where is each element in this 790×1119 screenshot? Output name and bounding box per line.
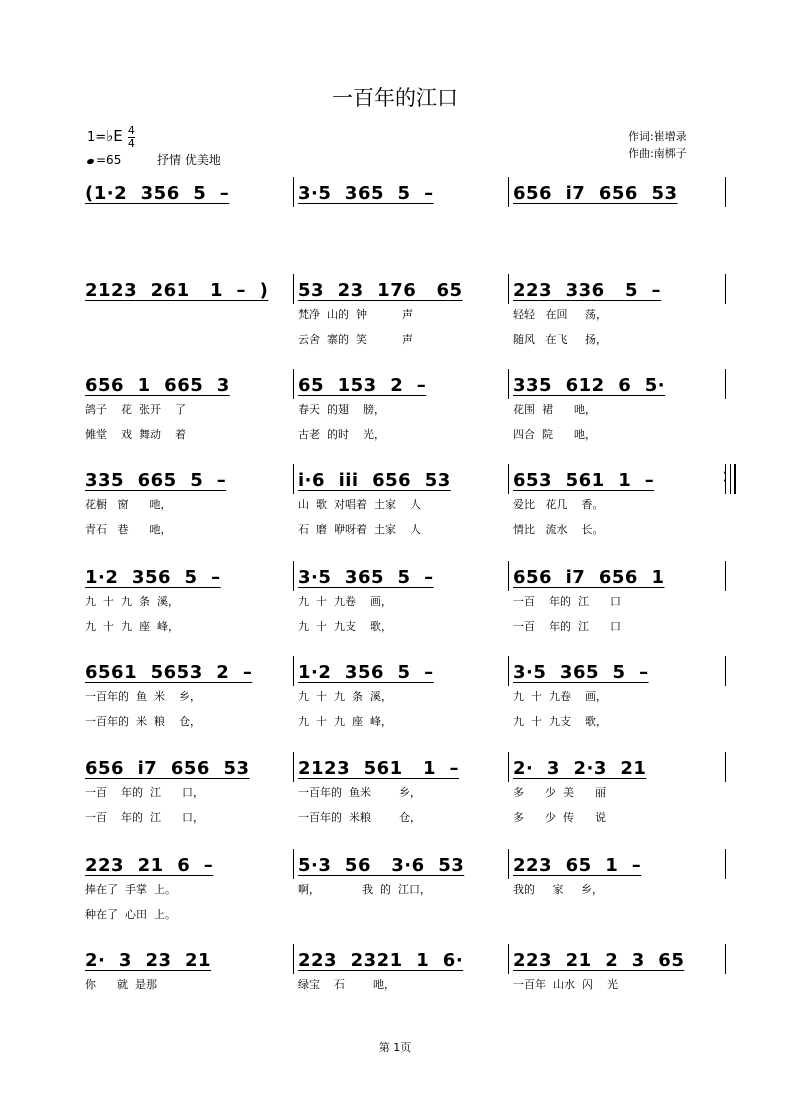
lyric-verse-1: 一百年 山水 闪 光 — [513, 978, 618, 991]
lyric-verse-1: 梵净 山的 钟 声 — [298, 308, 413, 321]
lyric-verse-1: 九 十 九卷 画， — [513, 690, 607, 703]
bar-line — [508, 752, 509, 782]
tempo-marking — [87, 153, 121, 167]
jianpu-notes: 3·5 365 5 – — [298, 183, 434, 204]
lyric-verse-2: 九 十 九支 歌， — [298, 620, 392, 633]
lyric-verse-1: 爱比 花几 香。 — [513, 498, 604, 511]
measure — [513, 855, 713, 945]
bar-line — [293, 944, 294, 974]
lyric-verse-1: 九 十 九 条 溪， — [298, 690, 392, 703]
lyric-verse-1: 花围 裙 吔， — [513, 403, 596, 416]
composer-credit: 作曲:南梆子 — [628, 147, 687, 160]
jianpu-notes: 656 i7 656 53 — [85, 758, 250, 779]
time-numerator: 4 — [127, 124, 135, 137]
measure — [298, 662, 498, 752]
measure — [85, 662, 285, 752]
lyric-verse-2: 一百 年的 江 口 — [513, 620, 621, 633]
jianpu-notes: 3·5 365 5 – — [513, 662, 649, 683]
jianpu-notes: 223 21 2 3 65 — [513, 950, 685, 971]
lyric-verse-1: 一百年的 鱼米 乡， — [298, 786, 421, 799]
quarter-note-icon — [86, 158, 94, 165]
measure — [513, 662, 713, 752]
lyric-verse-1: 花橱 窗 吔， — [85, 498, 172, 511]
lyricist-credit: 作词:崔增录 — [628, 130, 687, 143]
bar-line — [725, 369, 726, 399]
measure — [513, 567, 713, 657]
lyric-verse-1: 轻轻 在回 荡， — [513, 308, 607, 321]
measure — [513, 375, 713, 465]
bar-line — [508, 464, 509, 494]
measure — [513, 183, 713, 273]
lyric-verse-2: 随风 在飞 扬， — [513, 333, 607, 346]
lyric-verse-1: 多 少 美 丽 — [513, 786, 606, 799]
lyric-verse-2: 一百年的 米 粮 仓， — [85, 715, 201, 728]
jianpu-notes: i·6 iii 656 53 — [298, 470, 451, 491]
measure — [298, 567, 498, 657]
bar-line — [508, 944, 509, 974]
lyric-verse-2: 石 磨 咿呀着 土家 人 — [298, 523, 421, 536]
lyric-verse-1: 你 就 是那 — [85, 978, 157, 991]
lyric-verse-1: 捧在了 手掌 上。 — [85, 883, 176, 896]
expression-marking: 抒情 优美地 — [157, 153, 221, 167]
jianpu-notes: 335 612 6 5· — [513, 375, 666, 396]
jianpu-notes: 223 21 6 – — [85, 855, 214, 876]
measure — [298, 470, 498, 560]
measure — [513, 758, 713, 848]
measure — [513, 470, 713, 560]
measure — [513, 280, 713, 370]
measure — [513, 950, 713, 1040]
jianpu-notes: 6561 5653 2 – — [85, 662, 253, 683]
jianpu-notes: 2123 261 1 – ) — [85, 280, 269, 301]
bar-line — [725, 561, 726, 591]
lyric-verse-2: 多 少 传 说 — [513, 811, 606, 824]
bar-line — [725, 274, 726, 304]
jianpu-notes: 5·3 56 3·6 53 — [298, 855, 465, 876]
measure — [85, 950, 285, 1040]
lyric-verse-1: 鸽子 花 张开 了 — [85, 403, 186, 416]
lyric-verse-1: 啊， 我 的 江口， — [298, 883, 431, 896]
measure — [85, 470, 285, 560]
measure — [298, 950, 498, 1040]
measure — [85, 758, 285, 848]
time-denominator: 4 — [127, 137, 135, 150]
bar-line — [725, 752, 726, 782]
bar-line — [725, 177, 726, 207]
lyric-verse-1: 一百年的 鱼 米 乡， — [85, 690, 201, 703]
jianpu-notes: 53 23 176 65 — [298, 280, 463, 301]
jianpu-notes: 656 i7 656 53 — [513, 183, 678, 204]
bar-line — [293, 561, 294, 591]
jianpu-notes: 656 1 665 3 — [85, 375, 230, 396]
jianpu-notes: 656 i7 656 1 — [513, 567, 665, 588]
lyric-verse-2: 一百 年的 江 口， — [85, 811, 204, 824]
bar-line — [293, 369, 294, 399]
jianpu-notes: 653 561 1 – — [513, 470, 655, 491]
bar-line — [293, 177, 294, 207]
measure — [85, 567, 285, 657]
time-signature — [128, 125, 135, 150]
lyric-verse-2: 九 十 九 座 峰， — [85, 620, 179, 633]
lyric-verse-1: 我的 家 乡， — [513, 883, 603, 896]
key-signature — [87, 125, 135, 150]
jianpu-notes: 2· 3 23 21 — [85, 950, 212, 971]
jianpu-notes: 2· 3 2·3 21 — [513, 758, 647, 779]
jianpu-notes: 223 336 5 – — [513, 280, 662, 301]
bar-line — [293, 752, 294, 782]
bar-line — [508, 274, 509, 304]
lyric-verse-1: 绿宝 石 吔， — [298, 978, 395, 991]
lyric-verse-2: 情比 流水 长。 — [513, 523, 604, 536]
jianpu-notes: 2123 561 1 – — [298, 758, 460, 779]
jianpu-notes: 335 665 5 – — [85, 470, 227, 491]
tempo-value: =65 — [96, 153, 122, 167]
measure — [85, 280, 285, 370]
bar-line — [508, 849, 509, 879]
lyric-verse-2: 青石 巷 吔， — [85, 523, 172, 536]
bar-line — [508, 561, 509, 591]
lyric-verse-2: 九 十 九 座 峰， — [298, 715, 392, 728]
measure — [298, 280, 498, 370]
bar-line — [293, 274, 294, 304]
measure — [298, 183, 498, 273]
lyric-verse-1: 春天 的翅 膀， — [298, 403, 385, 416]
measure — [298, 855, 498, 945]
lyric-verse-2: 云舍 寨的 笑 声 — [298, 333, 413, 346]
jianpu-notes: 223 2321 1 6· — [298, 950, 464, 971]
lyric-verse-2: 九 十 九支 歌， — [513, 715, 607, 728]
measure — [85, 855, 285, 945]
bar-line — [508, 369, 509, 399]
key-label: 1= — [87, 130, 107, 145]
lyric-verse-1: 九 十 九 条 溪， — [85, 595, 179, 608]
lyric-verse-1: 一百 年的 江 口， — [85, 786, 204, 799]
bar-line — [293, 656, 294, 686]
bar-line — [508, 656, 509, 686]
measure — [85, 375, 285, 465]
song-title: 一百年的江口 — [332, 86, 458, 110]
bar-line — [725, 656, 726, 686]
lyric-verse-2: 种在了 心田 上。 — [85, 908, 176, 921]
lyric-verse-2: 傩堂 戏 舞动 着 — [85, 428, 186, 441]
jianpu-notes: 1·2 356 5 – — [85, 567, 221, 588]
jianpu-notes: 65 153 2 – — [298, 375, 427, 396]
lyric-verse-1: 九 十 九卷 画， — [298, 595, 392, 608]
jianpu-notes: (1·2 356 5 – — [85, 183, 230, 204]
measure — [85, 183, 285, 273]
jianpu-notes: 223 65 1 – — [513, 855, 642, 876]
jianpu-notes: 1·2 356 5 – — [298, 662, 434, 683]
page-number: 第 1页 — [378, 1041, 412, 1054]
lyric-verse-2: 四合 院 吔， — [513, 428, 596, 441]
bar-line — [508, 177, 509, 207]
measure — [298, 758, 498, 848]
jianpu-notes: 3·5 365 5 – — [298, 567, 434, 588]
bar-line — [725, 849, 726, 879]
repeat-dots-icon: · · — [723, 468, 727, 487]
key-flat: ♭E — [106, 127, 123, 145]
bar-line — [293, 849, 294, 879]
bar-line — [725, 944, 726, 974]
lyric-verse-1: 一百 年的 江 口 — [513, 595, 621, 608]
lyric-verse-2: 古老 的时 光， — [298, 428, 385, 441]
lyric-verse-1: 山 歌 对唱着 土家 人 — [298, 498, 421, 511]
measure — [298, 375, 498, 465]
bar-line — [293, 464, 294, 494]
lyric-verse-2: 一百年的 米粮 仓， — [298, 811, 421, 824]
repeat-barline — [730, 464, 736, 494]
